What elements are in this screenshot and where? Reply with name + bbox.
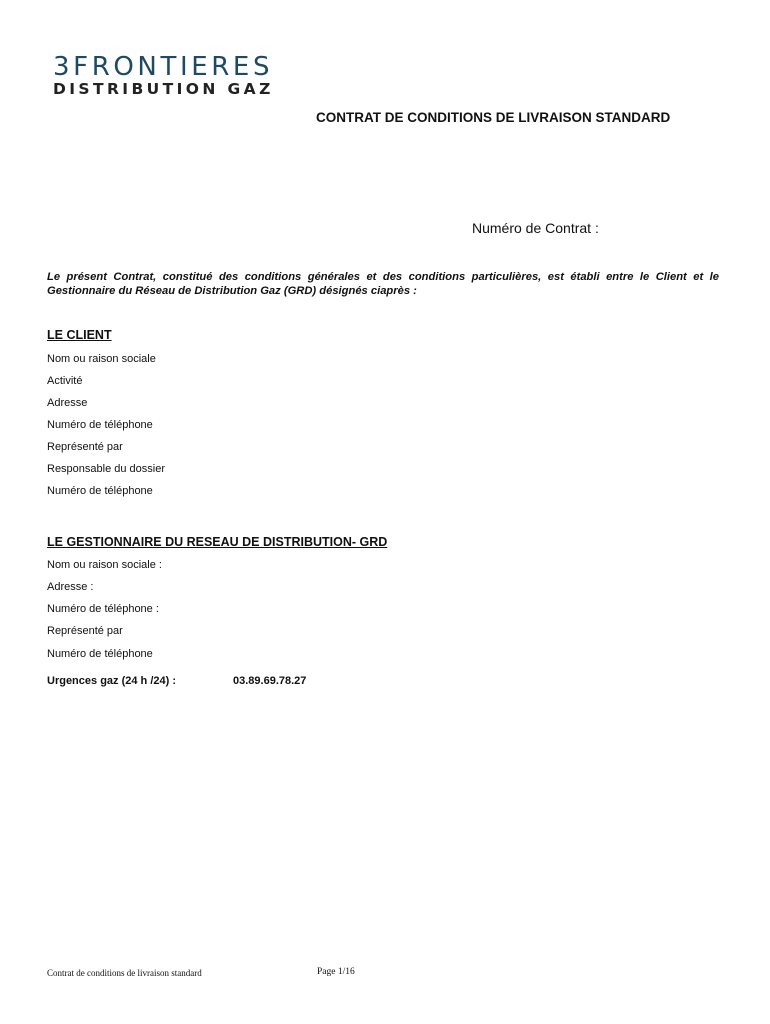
- client-field-address: Adresse: [47, 397, 88, 409]
- grd-field-address: Adresse :: [47, 581, 94, 593]
- document-title: CONTRAT DE CONDITIONS DE LIVRAISON STANDARD: [316, 110, 671, 125]
- emergency-number: 03.89.69.78.27: [233, 675, 307, 687]
- footer-document-name: Contrat de conditions de livraison standard: [47, 968, 202, 978]
- client-field-name: Nom ou raison sociale: [47, 353, 156, 365]
- client-field-manager-phone: Numéro de téléphone: [47, 485, 153, 497]
- intro-paragraph: Le présent Contrat, constitué des conditions générales et des conditions particulières, est établi entre le Client et le Gestionnaire du Réseau de Distribution Gaz (GRD) désignés ciaprès :: [47, 271, 719, 297]
- footer-page-number: Page 1/16: [317, 967, 355, 977]
- client-field-phone: Numéro de téléphone: [47, 419, 153, 431]
- grd-field-phone: Numéro de téléphone :: [47, 603, 159, 615]
- logo-subtitle: DISTRIBUTION GAZ: [53, 80, 274, 98]
- grd-field-representative-phone: Numéro de téléphone: [47, 648, 153, 660]
- grd-field-represented-by: Représenté par: [47, 625, 123, 637]
- grd-field-name: Nom ou raison sociale :: [47, 559, 162, 571]
- contract-number-label: Numéro de Contrat :: [472, 220, 599, 236]
- grd-section-heading: LE GESTIONNAIRE DU RESEAU DE DISTRIBUTION- GRD: [47, 535, 388, 549]
- logo-brand-name: 3FRONTIERES: [53, 52, 274, 82]
- client-field-file-manager: Responsable du dossier: [47, 463, 166, 475]
- client-field-activity: Activité: [47, 375, 83, 387]
- emergency-label: Urgences gaz (24 h /24) :: [47, 675, 176, 687]
- client-field-represented-by: Représenté par: [47, 441, 123, 453]
- client-section-heading: LE CLIENT: [47, 328, 112, 342]
